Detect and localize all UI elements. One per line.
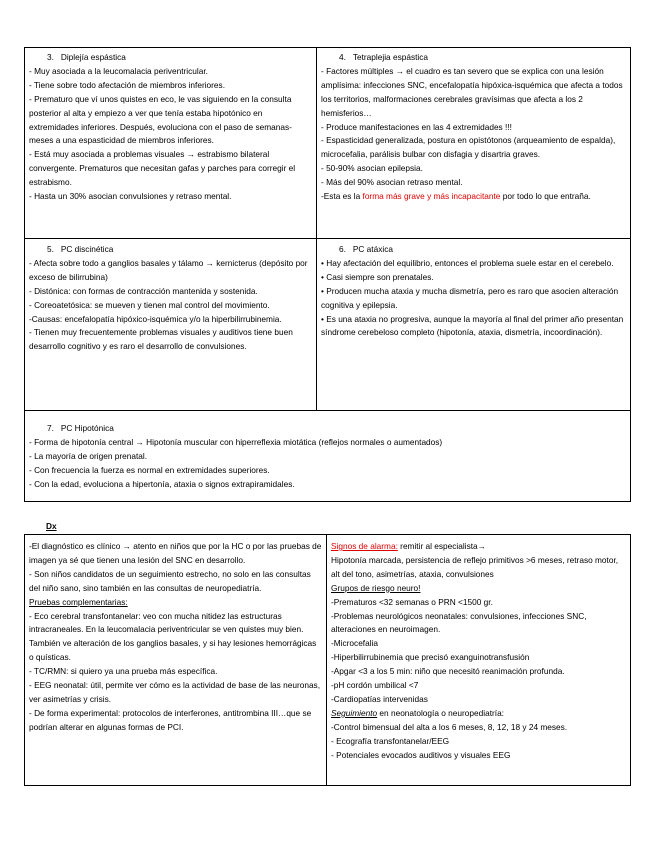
- grupos-line: -Microcefalia: [331, 638, 379, 649]
- grupos-line: -pH cordón umbilical <7: [331, 680, 419, 691]
- tetraplejia-line: - Produce manifestaciones en las 4 extremidades !!!: [321, 121, 512, 132]
- dx-left-line: - Son niños candidatos de un seguimiento estrecho, no solo en las consultas del niño sano, sino también en las consultas de neuropediatría.: [29, 568, 311, 593]
- ataxica-line: • Es una ataxia no progresiva, aunque la mayoría al final del primer año presentan síndrome cerebeloso completo (hipotonía, ataxia, dismetría, incoordinación).: [321, 313, 624, 338]
- seguimiento-text: en neonatología o neuropediatría:: [377, 707, 504, 718]
- grupos-line: -Problemas neurológicos neonatales: convulsiones, infecciones SNC, alteraciones en neuroimagen.: [331, 610, 587, 635]
- diplejia-cell: [25, 49, 316, 237]
- discinetica-cell: [25, 241, 316, 409]
- signos-line: [331, 540, 626, 554]
- tetraplejia-last-prefix: -Esta es la: [321, 191, 363, 202]
- grupos-line: -Cardiopatías intervenidas: [331, 693, 428, 704]
- discinetica-title: 5. PC discinética: [47, 244, 114, 254]
- diplejia-line: - Hasta un 30% asocian convulsiones y retraso mental.: [29, 191, 232, 202]
- discinetica-line: -Causas: encefalopatía hipóxico-isquémica y/o la hiperbilirrubinemia.: [29, 313, 282, 324]
- tetraplejia-line: - Espasticidad generalizada, postura en opistótonos (arqueamiento de espalda), microcefalia, parálisis bulbar con disfagia y disartria graves.: [321, 135, 616, 160]
- tetraplejia-title: 4. Tetraplejia espástica: [339, 52, 429, 62]
- dx-heading: Dx: [46, 521, 57, 531]
- hipotonica-line: - Forma de hipotonía central → Hipotonía muscular con hiperreflexia miotática (reflejos normales o aumentados): [29, 436, 443, 447]
- dx-right-cell: [327, 538, 630, 785]
- divider: [24, 410, 631, 411]
- tetraplejia-line: - Factores múltiples → el cuadro es tan severo que se explica con una lesión amplísima: infecciones SNC, encefalopatía hipóxica-isquémica que afecta a todos los territorios, malformaciones cerebrales gravísimas que afecta a los 2 hemisferios…: [321, 65, 623, 118]
- divider: [24, 238, 631, 239]
- tetraplejia-highlight: forma más grave y más incapacitante: [362, 191, 501, 202]
- grupos-line: -Hiperbilirrubinemia que precisó exanguinotransfusión: [331, 652, 530, 663]
- dx-left-line: - Eco cerebral transfontanelar: veo con mucha nitidez las estructuras intracraneales. En la leucomalacia periventricular se ven quistes muy bien. También ve alteración de los ganglios basales, y si hay lesiones hemorrágicas o quísticas.: [29, 610, 317, 663]
- diplejia-title: 3. Diplejía espástica: [47, 52, 126, 62]
- grupos-line: -Prematuros <32 semanas o PRN <1500 gr.: [331, 596, 493, 607]
- tetraplejia-line: - Más del 90% asocian retraso mental.: [321, 177, 463, 188]
- ataxica-title: 6. PC atáxica: [339, 244, 393, 254]
- diplejia-line: - Prematuro que ví unos quistes en eco, le vas siguiendo en la consulta posterior al alta y empiezo a ver que tenía estaba hipotónico en extremidades inferiores. Después, evoluciona con el paso de semanas-meses a una espasticidad de miembros inferiores.: [29, 93, 292, 146]
- tetraplejia-last-suffix: por todo lo que entraña.: [500, 191, 591, 202]
- tetraplejia-cell: [317, 49, 630, 237]
- ataxica-line: • Hay afectación del equilibrio, entonces el problema suele estar en el cerebelo.: [321, 257, 614, 268]
- ataxica-line: • Producen mucha ataxia y mucha dismetría, pero es raro que asocien alteración cognitiva y epilepsia.: [321, 285, 619, 310]
- dx-left-line: - TC/RMN: si quiero ya una prueba más específica.: [29, 666, 218, 677]
- seguimiento-line: [331, 707, 626, 721]
- dx-left-line: - De forma experimental: protocolos de interferones, antitrombina III…que se podrían alterar en algunas formas de PCI.: [29, 707, 312, 732]
- hipotonica-cell: [25, 420, 630, 501]
- discinetica-line: - Distónica: con formas de contracción mantenida y sostenida.: [29, 285, 258, 296]
- dx-left-cell: [25, 538, 326, 785]
- tetraplejia-line: - 50-90% asocian epilepsia.: [321, 163, 423, 174]
- pruebas-heading: Pruebas complementarias:: [29, 596, 128, 607]
- diplejia-line: - Muy asociada a la leucomalacia periventricular.: [29, 65, 208, 76]
- dx-left-line: -El diagnóstico es clínico → atento en niños que por la HC o por las pruebas de imagen ya sé que tienen una lesión del SNC en desarrollo.: [29, 541, 322, 565]
- tetraplejia-last-line: [321, 190, 626, 204]
- signos-label: Signos de alarma:: [331, 541, 398, 551]
- seguimiento-item: - Ecografía transfontanelar/EEG: [331, 735, 450, 746]
- seguimiento-item: - Potenciales evocados auditivos y visuales EEG: [331, 749, 511, 760]
- diplejia-line: - Tiene sobre todo afectación de miembros inferiores.: [29, 79, 225, 90]
- hipotonica-line: - Con la edad, evoluciona a hipertonía, ataxia o signos extrapiramidales.: [29, 478, 295, 489]
- diplejia-line: - Está muy asociada a problemas visuales → estrabismo bilateral convergente. Prematuros que necesitan gafas y parches para corregir el estrabismo.: [29, 149, 296, 188]
- grupos-heading: Grupos de riesgo neuro!: [331, 582, 421, 593]
- hipotonica-line: - Con frecuencia la fuerza es normal en extremidades superiores.: [29, 464, 270, 475]
- seguimiento-label: Seguimiento: [331, 707, 378, 718]
- grupos-line: -Apgar <3 a los 5 min: niño que necesitó reanimación profunda.: [331, 666, 565, 677]
- seguimiento-item: -Control bimensual del alta a los 6 meses, 8, 12, 18 y 24 meses.: [331, 721, 568, 732]
- dx-left-line: - EEG neonatal: útil, permite ver cómo es la actividad de base de las neuronas, ver asimetrías y crisis.: [29, 680, 321, 704]
- ataxica-cell: [317, 241, 630, 409]
- hipotonica-line: - La mayoría de origen prenatal.: [29, 450, 148, 461]
- signos-text: remitir al especialista→: [397, 541, 486, 551]
- ataxica-line: • Casi siempre son prenatales.: [321, 271, 434, 282]
- discinetica-line: - Coreoatetósica: se mueven y tienen mal control del movimiento.: [29, 299, 270, 310]
- discinetica-line: - Tienen muy frecuentemente problemas visuales y auditivos tiene buen desarrollo cognitivo y es raro el desarrollo de convulsiones.: [29, 327, 293, 352]
- hipotonica-title: 7. PC Hipotónica: [47, 423, 114, 433]
- discinetica-line: - Afecta sobre todo a ganglios basales y tálamo → kernicterus (depósito por exceso de bilirrubina): [29, 257, 308, 282]
- signos-detail: Hipotonía marcada, persistencia de reflejo primitivos >6 meses, retraso motor, alt del tono, asimetrías, ataxia, convulsiones: [331, 554, 619, 579]
